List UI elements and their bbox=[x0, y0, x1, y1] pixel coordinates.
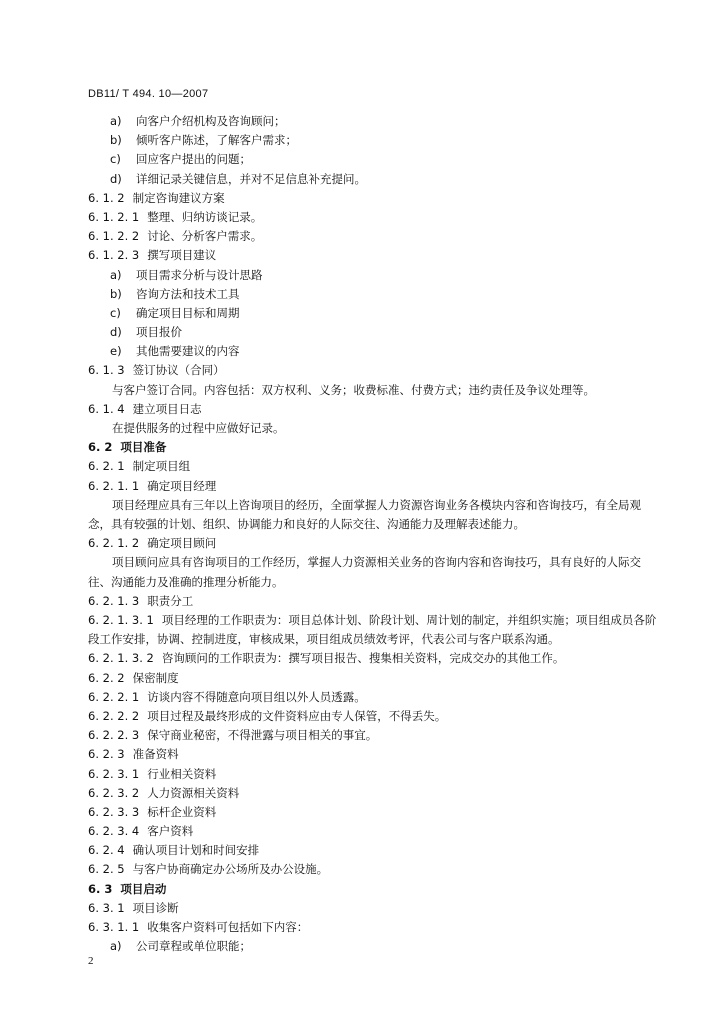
section-number: 6. 2. 1. 3 bbox=[88, 593, 140, 608]
list-item-text: 向客户介绍机构及咨询顾问； bbox=[136, 114, 286, 128]
section-heading bbox=[88, 400, 660, 419]
section-heading bbox=[88, 592, 660, 611]
list-item-text: 其他需要建议的内容 bbox=[136, 344, 240, 359]
section-heading bbox=[88, 745, 660, 764]
list-marker: e) bbox=[110, 344, 122, 359]
list-marker: a) bbox=[110, 267, 122, 282]
list-item bbox=[88, 112, 660, 131]
section-text: 确定项目顾问 bbox=[147, 536, 217, 551]
section-text: 职责分工 bbox=[147, 593, 194, 608]
section-text: 制定咨询建议方案 bbox=[132, 190, 225, 205]
section-heading bbox=[88, 707, 660, 726]
section-heading bbox=[88, 246, 660, 265]
list-marker: b) bbox=[110, 133, 122, 148]
section-text: 确认项目计划和时间安排 bbox=[132, 843, 260, 858]
list-item bbox=[88, 150, 660, 169]
section-heading bbox=[88, 841, 660, 860]
list-item bbox=[88, 170, 660, 189]
section-text: 准备资料 bbox=[132, 747, 179, 762]
section-heading bbox=[88, 227, 660, 246]
section-number: 6. 1. 2 bbox=[88, 190, 125, 205]
section-text: 保守商业秘密，不得泄露与项目相关的事宜。 bbox=[147, 728, 378, 743]
section-number: 6. 2. 1. 3. 1 bbox=[88, 612, 154, 627]
section-heading bbox=[88, 784, 660, 803]
section-heading bbox=[88, 189, 660, 208]
section-text: 项目诊断 bbox=[132, 900, 179, 915]
page-number: 2 bbox=[88, 955, 94, 967]
section-number: 6. 2 bbox=[88, 440, 113, 455]
section-number: 6. 2. 2. 1 bbox=[88, 689, 140, 704]
list-item bbox=[88, 131, 660, 150]
list-item-text: 咨询方法和技术工具 bbox=[136, 286, 240, 301]
section-text: 讨论、分析客户需求。 bbox=[147, 229, 263, 244]
section-number: 6. 2. 2. 3 bbox=[88, 728, 140, 743]
section-number: 6. 1. 2. 2 bbox=[88, 229, 140, 244]
section-text: 撰写项目建议 bbox=[147, 248, 217, 263]
section-text: 行业相关资料 bbox=[147, 766, 217, 781]
list-marker: a) bbox=[110, 939, 122, 954]
section-heading bbox=[88, 534, 660, 553]
list-item-text: 公司章程或单位职能； bbox=[136, 939, 251, 954]
section-text: 收集客户资料可包括如下内容： bbox=[147, 920, 309, 934]
section-text: 咨询顾问的工作职责为：撰写项目报告、搜集相关资料，完成交办的其他工作。 bbox=[161, 651, 565, 666]
section-number: 6. 2. 1. 1 bbox=[88, 478, 140, 493]
paragraph: 在提供服务的过程中应做好记录。 bbox=[112, 421, 285, 436]
list-item-text: 项目报价 bbox=[136, 325, 182, 340]
list-item bbox=[88, 323, 660, 342]
section-number: 6. 2. 1. 2 bbox=[88, 536, 140, 551]
section-text: 访谈内容不得随意向项目组以外人员透露。 bbox=[147, 689, 366, 704]
section-heading bbox=[88, 611, 660, 649]
section-number: 6. 2. 3 bbox=[88, 747, 125, 762]
section-heading bbox=[88, 860, 660, 879]
section-text: 建立项目日志 bbox=[132, 401, 202, 416]
list-item-text: 详细记录关键信息，并对不足信息补充提问。 bbox=[136, 171, 366, 186]
section-text: 人力资源相关资料 bbox=[147, 785, 240, 800]
list-item bbox=[88, 304, 660, 323]
section-heading bbox=[88, 880, 660, 899]
section-number: 6. 2. 1. 3. 2 bbox=[88, 651, 154, 666]
section-number: 6. 2. 4 bbox=[88, 843, 125, 858]
list-item-text: 确定项目目标和周期 bbox=[136, 305, 240, 320]
section-heading bbox=[88, 899, 660, 918]
section-text: 项目过程及最终形成的文件资料应由专人保管，不得丢失。 bbox=[147, 708, 447, 723]
section-text: 签订协议（合同） bbox=[132, 363, 225, 378]
section-heading bbox=[88, 477, 660, 496]
section-heading bbox=[88, 649, 660, 668]
section-heading bbox=[88, 726, 660, 745]
section-text: 标杆企业资料 bbox=[147, 804, 217, 819]
section-text: 客户资料 bbox=[147, 824, 194, 839]
section-text: 制定项目组 bbox=[132, 459, 191, 474]
section-heading bbox=[88, 822, 660, 841]
section-heading bbox=[88, 803, 660, 822]
list-marker: d) bbox=[110, 171, 122, 186]
section-number: 6. 2. 3. 4 bbox=[88, 824, 140, 839]
list-marker: a) bbox=[110, 114, 122, 128]
list-marker: d) bbox=[110, 325, 122, 340]
section-heading bbox=[88, 457, 660, 476]
section-number: 6. 2. 3. 2 bbox=[88, 785, 140, 800]
list-item bbox=[88, 342, 660, 361]
list-marker: c) bbox=[110, 305, 121, 320]
section-heading bbox=[88, 765, 660, 784]
section-text: 项目启动 bbox=[120, 881, 167, 896]
list-item bbox=[88, 266, 660, 285]
section-number: 6. 3 bbox=[88, 881, 113, 896]
section-heading bbox=[88, 918, 660, 937]
section-text: 确定项目经理 bbox=[147, 478, 217, 493]
section-text: 项目经理的工作职责为：项目总体计划、阶段计划、周计划的制定，并组织实施；项目组成员各阶段工作安排，协调、控制进度，审核成果，项目组成员绩效考评，代表公司与客户联系沟通。 bbox=[88, 612, 657, 647]
list-item-text: 回应客户提出的问题； bbox=[136, 152, 251, 167]
section-number: 6. 2. 1 bbox=[88, 459, 125, 474]
section-number: 6. 2. 2 bbox=[88, 670, 125, 685]
section-heading bbox=[88, 688, 660, 707]
section-text: 与客户协商确定办公场所及办公设施。 bbox=[132, 862, 329, 877]
section-number: 6. 1. 2. 3 bbox=[88, 248, 140, 263]
list-item-text: 项目需求分析与设计思路 bbox=[136, 267, 263, 282]
section-number: 6. 2. 3. 1 bbox=[88, 766, 140, 781]
paragraph: 项目经理应具有三年以上咨询项目的经历，全面掌握人力资源咨询业务各模块内容和咨询技巧，有全局观念，具有较强的计划、组织、协调能力和良好的人际交往、沟通能力及理解表述能力。 bbox=[88, 497, 641, 531]
section-heading bbox=[88, 438, 660, 457]
section-number: 6. 3. 1. 1 bbox=[88, 920, 140, 934]
section-text: 整理、归纳访谈记录。 bbox=[147, 209, 263, 224]
section-heading bbox=[88, 208, 660, 227]
list-marker: b) bbox=[110, 286, 122, 301]
section-number: 6. 1. 4 bbox=[88, 401, 125, 416]
list-item-text: 倾听客户陈述，了解客户需求； bbox=[136, 133, 297, 148]
section-text: 项目准备 bbox=[120, 440, 167, 455]
document-header: DB11/ T 494. 10—2007 bbox=[88, 88, 209, 100]
section-number: 6. 2. 3. 3 bbox=[88, 804, 140, 819]
list-item bbox=[88, 937, 660, 956]
section-heading bbox=[88, 361, 660, 380]
section-text: 保密制度 bbox=[132, 670, 179, 685]
section-number: 6. 2. 5 bbox=[88, 862, 125, 877]
paragraph: 与客户签订合同。内容包括：双方权利、义务；收费标准、付费方式；违约责任及争议处理等。 bbox=[112, 382, 595, 397]
section-number: 6. 3. 1 bbox=[88, 900, 125, 915]
list-marker: c) bbox=[110, 152, 121, 167]
section-number: 6. 1. 3 bbox=[88, 363, 125, 378]
document-body bbox=[88, 112, 660, 956]
section-number: 6. 2. 2. 2 bbox=[88, 708, 140, 723]
section-heading bbox=[88, 669, 660, 688]
paragraph: 项目顾问应具有咨询项目的工作经历，掌握人力资源相关业务的咨询内容和咨询技巧，具有良好的人际交往、沟通能力及准确的推理分析能力。 bbox=[88, 555, 641, 589]
section-number: 6. 1. 2. 1 bbox=[88, 209, 140, 224]
list-item bbox=[88, 285, 660, 304]
